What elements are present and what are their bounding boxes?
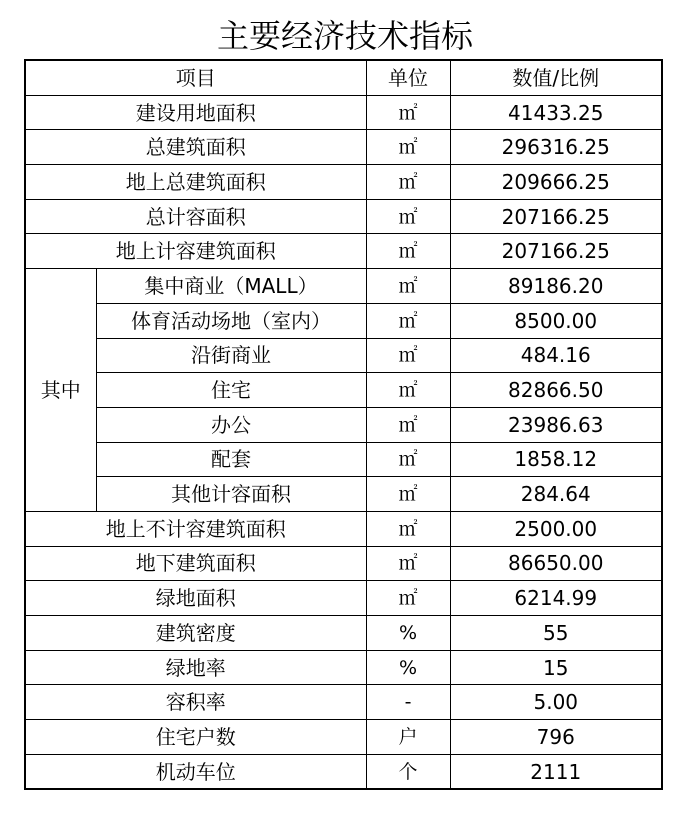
- header-value: 数值/比例: [450, 60, 662, 95]
- row-item: 沿街商业: [96, 338, 366, 373]
- row-unit: ㎡: [366, 303, 450, 338]
- row-unit: ㎡: [366, 581, 450, 616]
- row-item: 集中商业（MALL）: [96, 269, 366, 304]
- row-unit: ㎡: [366, 546, 450, 581]
- row-unit: ㎡: [366, 407, 450, 442]
- row-unit: ㎡: [366, 269, 450, 304]
- indicator-table: [24, 59, 663, 790]
- row-item: 建筑密度: [25, 616, 366, 651]
- row-unit: 个: [366, 754, 450, 789]
- row-unit: %: [366, 616, 450, 651]
- row-item: 体育活动场地（室内）: [96, 303, 366, 338]
- row-item: 办公: [96, 407, 366, 442]
- row-value: 5.00: [450, 685, 662, 720]
- row-unit: ㎡: [366, 477, 450, 512]
- row-item: 绿地面积: [25, 581, 366, 616]
- row-item: 配套: [96, 442, 366, 477]
- table-row: [25, 720, 662, 755]
- row-value: 89186.20: [450, 269, 662, 304]
- header-unit: 单位: [366, 60, 450, 95]
- row-item: 其他计容面积: [96, 477, 366, 512]
- table-row: [25, 754, 662, 789]
- table-row: [25, 546, 662, 581]
- row-item: 总计容面积: [25, 199, 366, 234]
- table-row: [25, 650, 662, 685]
- table-row: [25, 442, 662, 477]
- row-item: 总建筑面积: [25, 130, 366, 165]
- row-unit: ㎡: [366, 199, 450, 234]
- row-item: 机动车位: [25, 754, 366, 789]
- row-value: 8500.00: [450, 303, 662, 338]
- table-row: [25, 130, 662, 165]
- row-unit: ㎡: [366, 373, 450, 408]
- row-unit: ㎡: [366, 165, 450, 200]
- header-item: 项目: [25, 60, 366, 95]
- table-row: [25, 199, 662, 234]
- table-row: [25, 269, 662, 304]
- row-unit: ㎡: [366, 130, 450, 165]
- row-value: 484.16: [450, 338, 662, 373]
- row-value: 82866.50: [450, 373, 662, 408]
- row-item: 绿地率: [25, 650, 366, 685]
- table-row: [25, 165, 662, 200]
- group-label: 其中: [25, 269, 96, 512]
- table-row: [25, 616, 662, 651]
- row-item: 地下建筑面积: [25, 546, 366, 581]
- row-item: 地上不计容建筑面积: [25, 511, 366, 546]
- table-row: [25, 373, 662, 408]
- row-item: 地上计容建筑面积: [25, 234, 366, 269]
- row-unit: 户: [366, 720, 450, 755]
- row-unit: -: [366, 685, 450, 720]
- row-value: 209666.25: [450, 165, 662, 200]
- row-item: 建设用地面积: [25, 95, 366, 130]
- table-row: [25, 685, 662, 720]
- row-item: 住宅户数: [25, 720, 366, 755]
- row-value: 23986.63: [450, 407, 662, 442]
- row-value: 41433.25: [450, 95, 662, 130]
- row-value: 207166.25: [450, 234, 662, 269]
- table-row: [25, 581, 662, 616]
- row-value: 15: [450, 650, 662, 685]
- row-unit: ㎡: [366, 234, 450, 269]
- row-unit: ㎡: [366, 95, 450, 130]
- row-value: 2500.00: [450, 511, 662, 546]
- table-row: [25, 303, 662, 338]
- row-value: 55: [450, 616, 662, 651]
- row-unit: ㎡: [366, 338, 450, 373]
- row-unit: ㎡: [366, 511, 450, 546]
- table-row: [25, 338, 662, 373]
- row-value: 1858.12: [450, 442, 662, 477]
- table-row: [25, 95, 662, 130]
- row-unit: ㎡: [366, 442, 450, 477]
- row-item: 住宅: [96, 373, 366, 408]
- row-value: 6214.99: [450, 581, 662, 616]
- table-header-row: [25, 60, 662, 95]
- row-unit: %: [366, 650, 450, 685]
- page-title: 主要经济技术指标: [216, 17, 473, 55]
- row-item: 地上总建筑面积: [25, 165, 366, 200]
- table-row: [25, 477, 662, 512]
- table-row: [25, 407, 662, 442]
- row-item: 容积率: [25, 685, 366, 720]
- table-row: [25, 234, 662, 269]
- table-row: [25, 511, 662, 546]
- row-value: 296316.25: [450, 130, 662, 165]
- row-value: 207166.25: [450, 199, 662, 234]
- row-value: 86650.00: [450, 546, 662, 581]
- row-value: 2111: [450, 754, 662, 789]
- row-value: 796: [450, 720, 662, 755]
- row-value: 284.64: [450, 477, 662, 512]
